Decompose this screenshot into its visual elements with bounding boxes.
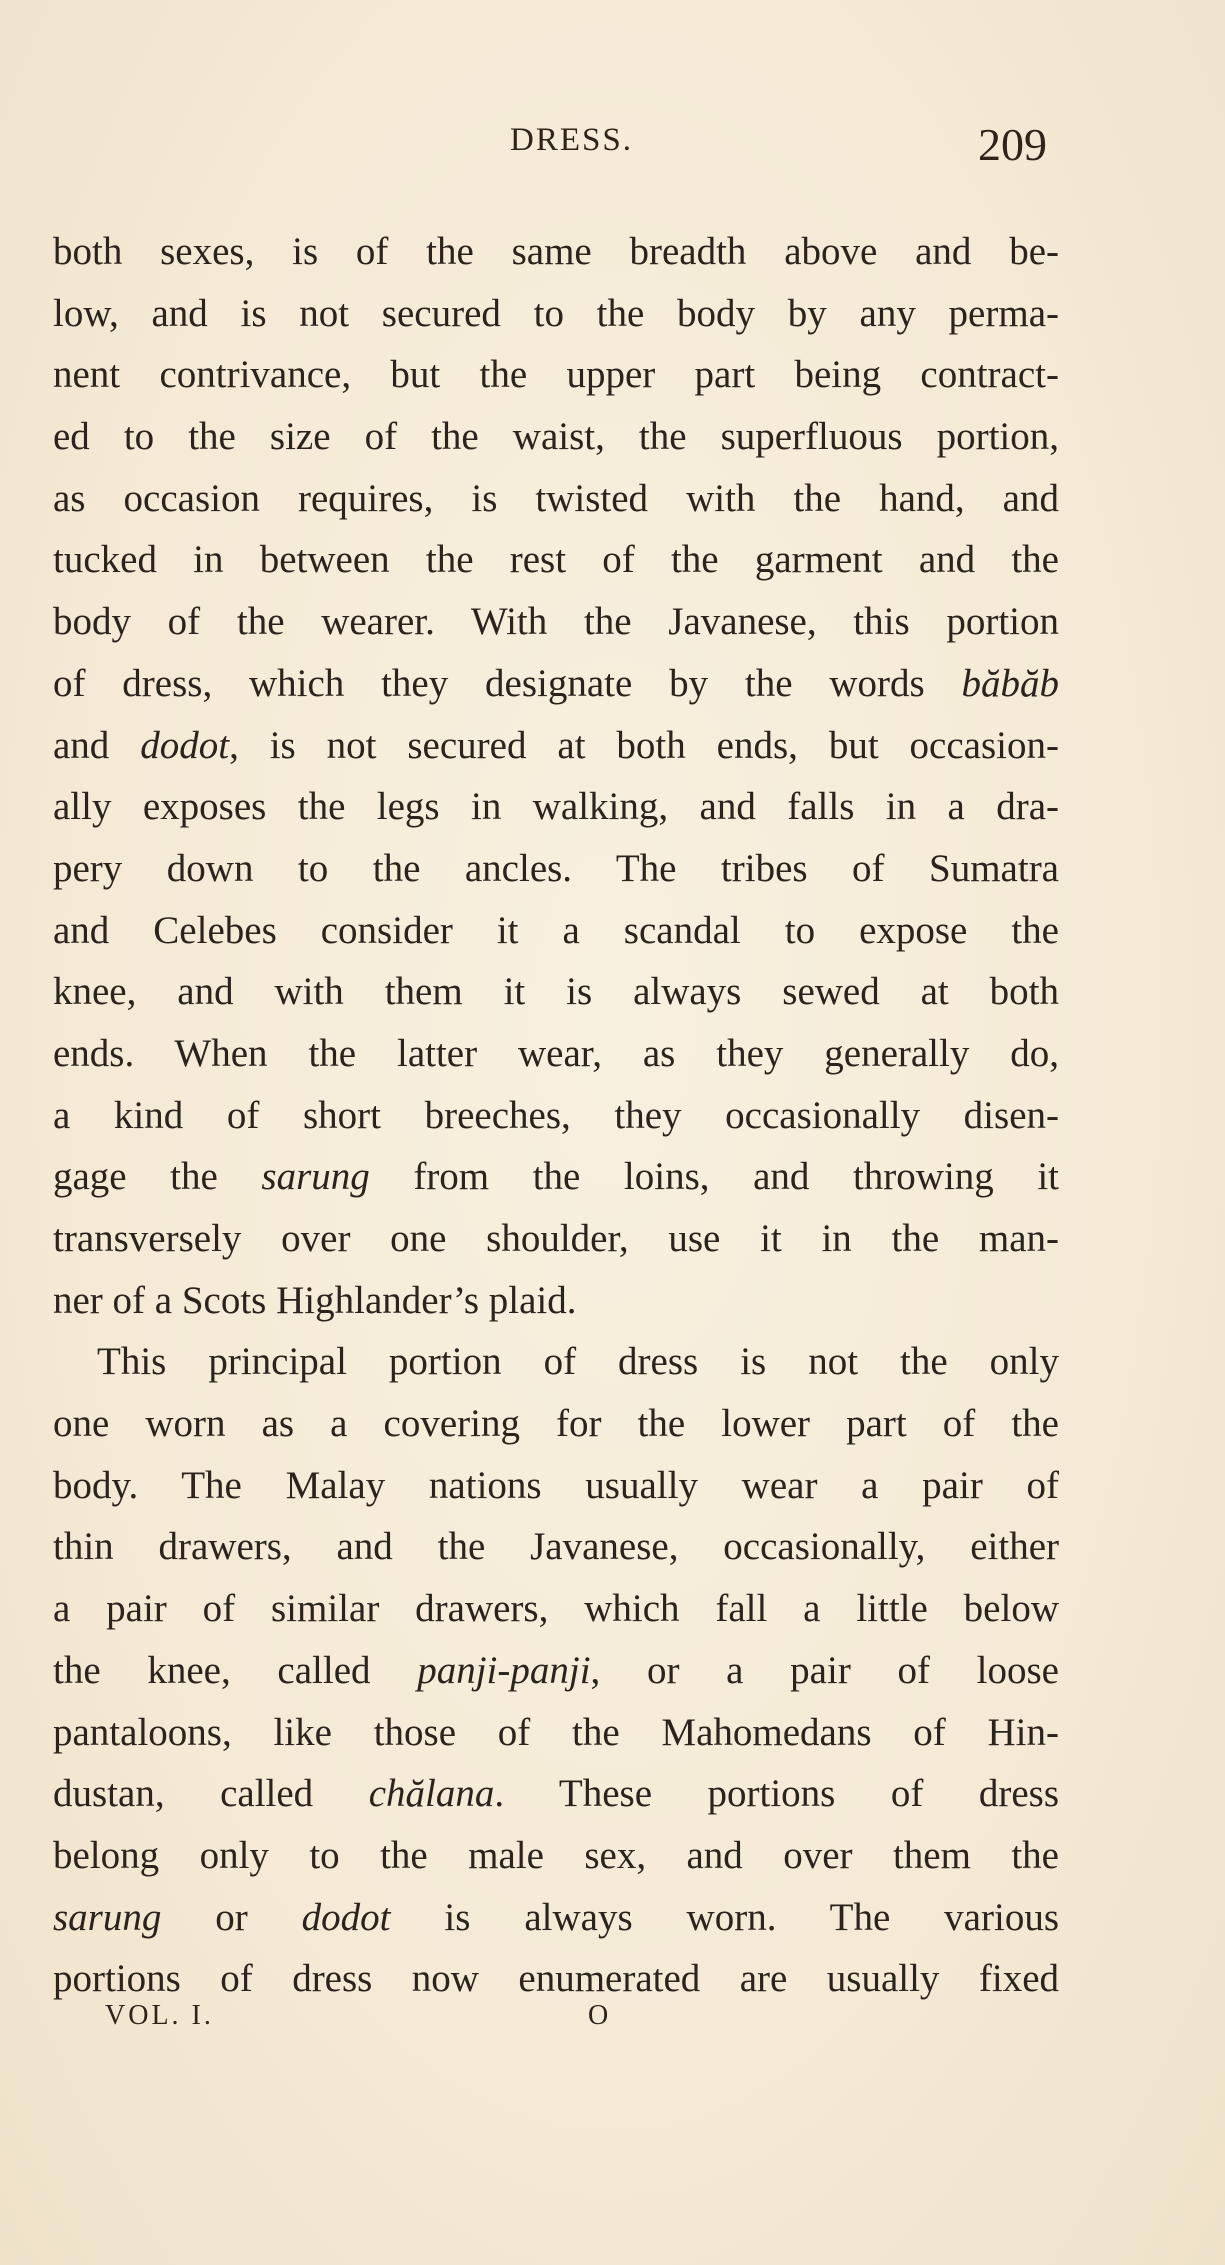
text-line: ally exposes the legs in walking, and falls in a dra- — [53, 785, 1059, 829]
text-line: ed to the size of the waist, the superfluous portion, — [53, 415, 1059, 459]
italic-term: chălana — [368, 1772, 495, 1816]
text-line: ner of a Scots Highlander’s plaid. — [53, 1278, 577, 1322]
text-line: dustan, called chălana. These portions of dress — [53, 1772, 1059, 1816]
text-line: a pair of similar drawers, which fall a little below — [53, 1587, 1059, 1631]
italic-term: panji-panji — [417, 1648, 591, 1692]
text-line: sarung or dodot is always worn. The various — [53, 1895, 1059, 1939]
text-line: This principal portion of dress is not the only — [97, 1340, 1059, 1384]
text-line: low, and is not secured to the body by any perma- — [53, 291, 1059, 335]
text-line: both sexes, is of the same breadth above and be- — [53, 230, 1059, 273]
italic-term: băbăb — [961, 661, 1059, 705]
text-line: pantaloons, like those of the Mahomedans of Hin- — [53, 1710, 1059, 1754]
text-line: and dodot, is not secured at both ends, but occasion- — [53, 723, 1059, 767]
text-line: nent contrivance, but the upper part being contract- — [53, 353, 1059, 397]
text-line: one worn as a covering for the lower part of the — [53, 1402, 1059, 1446]
text-line: portions of dress now enumerated are usually fixed — [53, 1957, 1059, 2001]
text-line: of dress, which they designate by the words băbăb — [53, 661, 1059, 705]
running-title: DRESS. — [510, 122, 633, 158]
italic-term: sarung — [53, 1895, 162, 1939]
text-line: ends. When the latter wear, as they generally do, — [53, 1031, 1059, 1075]
signature-mark: O — [588, 2000, 609, 2031]
italic-term: dodot — [301, 1895, 391, 1939]
text-line: and Celebes consider it a scandal to expose the — [53, 908, 1059, 952]
text-line: gage the sarung from the loins, and throwing it — [53, 1155, 1059, 1199]
italic-term: dodot — [140, 723, 230, 767]
body-text — [53, 221, 1059, 2010]
text-line: a kind of short breeches, they occasionally disen- — [53, 1093, 1059, 1137]
text-line: transversely over one shoulder, use it in the man- — [53, 1217, 1059, 1260]
volume-marker: VOL. I. — [105, 2000, 214, 2031]
text-line: body of the wearer. With the Javanese, this portion — [53, 600, 1059, 644]
text-line: body. The Malay nations usually wear a pair of — [53, 1463, 1059, 1507]
text-line: belong only to the male sex, and over them the — [53, 1833, 1059, 1877]
text-line: knee, and with them it is always sewed at both — [53, 970, 1059, 1014]
text-line: the knee, called panji-panji, or a pair of loose — [53, 1648, 1059, 1692]
text-line: thin drawers, and the Javanese, occasionally, either — [53, 1525, 1059, 1569]
running-head — [0, 118, 1225, 178]
page-footer — [0, 2000, 1225, 2050]
italic-term: sarung — [261, 1155, 370, 1199]
text-line: as occasion requires, is twisted with the hand, and — [53, 476, 1059, 520]
text-line: tucked in between the rest of the garment and the — [53, 538, 1059, 582]
page-number: 209 — [978, 119, 1047, 170]
text-line: pery down to the ancles. The tribes of Sumatra — [53, 846, 1059, 890]
